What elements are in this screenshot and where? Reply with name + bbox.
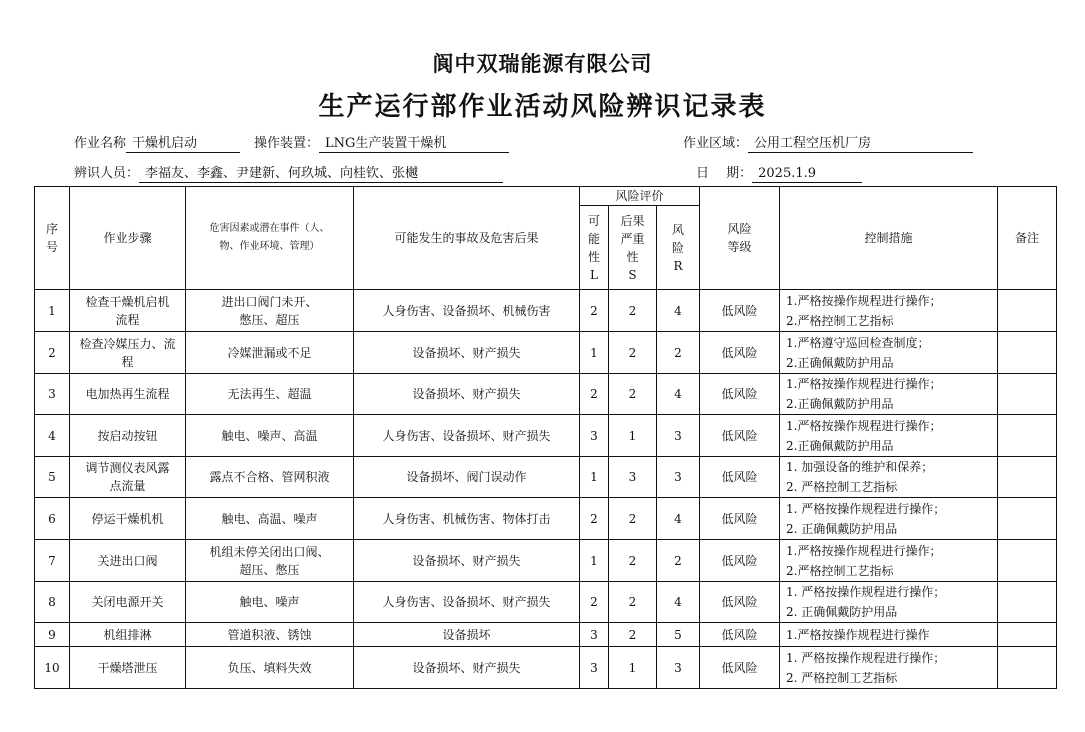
row-level: 低风险: [700, 647, 780, 689]
row-consequence: 设备损坏: [354, 623, 580, 647]
table-row: [35, 332, 1057, 374]
row-likelihood: 2: [580, 498, 609, 540]
row-remark: [998, 498, 1057, 540]
row-risk: 3: [657, 457, 700, 498]
row-severity: 2: [609, 290, 657, 332]
meta-date: [696, 162, 862, 183]
table-row: [35, 457, 1057, 498]
row-severity: 2: [609, 623, 657, 647]
header-consequence: 可能发生的事故及危害后果: [354, 187, 580, 290]
row-severity: 2: [609, 332, 657, 374]
row-level: 低风险: [700, 332, 780, 374]
row-remark: [998, 290, 1057, 332]
row-step: 关进出口阀: [70, 540, 186, 582]
table-row: [35, 498, 1057, 540]
row-remark: [998, 374, 1057, 415]
row-level: 低风险: [700, 540, 780, 582]
row-control: 1.严格按操作规程进行操作； 2.正确佩戴防护用品: [780, 374, 998, 415]
row-hazard: 无法再生、超温: [186, 374, 354, 415]
row-hazard: 机组未停关闭出口阀、 超压、憋压: [186, 540, 354, 582]
row-hazard: 进出口阀门未开、 憋压、超压: [186, 290, 354, 332]
device-label: 操作装置：: [254, 136, 320, 151]
row-seq: 10: [35, 647, 70, 689]
row-hazard: 触电、噪声、高温: [186, 415, 354, 457]
row-likelihood: 3: [580, 623, 609, 647]
row-seq: 1: [35, 290, 70, 332]
row-step: 调节测仪表风露 点流量: [70, 457, 186, 498]
row-seq: 4: [35, 415, 70, 457]
row-severity: 2: [609, 498, 657, 540]
row-step: 机组排淋: [70, 623, 186, 647]
row-hazard: 触电、高温、噪声: [186, 498, 354, 540]
row-likelihood: 2: [580, 290, 609, 332]
row-severity: 1: [609, 647, 657, 689]
row-control: 1. 严格按操作规程进行操作； 2. 正确佩戴防护用品: [780, 498, 998, 540]
row-step: 电加热再生流程: [70, 374, 186, 415]
row-seq: 2: [35, 332, 70, 374]
header-row-1: [35, 187, 1057, 206]
row-remark: [998, 415, 1057, 457]
row-seq: 7: [35, 540, 70, 582]
row-consequence: 设备损坏、阀门误动作: [354, 457, 580, 498]
row-level: 低风险: [700, 498, 780, 540]
row-likelihood: 2: [580, 374, 609, 415]
row-consequence: 设备损坏、财产损失: [354, 374, 580, 415]
row-seq: 3: [35, 374, 70, 415]
row-level: 低风险: [700, 457, 780, 498]
row-remark: [998, 457, 1057, 498]
header-level: 风险 等级: [700, 187, 780, 290]
row-hazard: 冷媒泄漏或不足: [186, 332, 354, 374]
row-severity: 2: [609, 582, 657, 623]
row-remark: [998, 623, 1057, 647]
row-consequence: 人身伤害、设备损坏、财产损失: [354, 582, 580, 623]
people-value: 李福友、李鑫、尹建新、何玖城、向桂钦、张樾: [139, 166, 503, 183]
meta-people: [74, 162, 503, 183]
row-step: 按启动按钮: [70, 415, 186, 457]
row-severity: 2: [609, 540, 657, 582]
row-control: 1. 严格按操作规程进行操作； 2. 严格控制工艺指标: [780, 647, 998, 689]
row-consequence: 人身伤害、设备损坏、财产损失: [354, 415, 580, 457]
row-remark: [998, 582, 1057, 623]
row-level: 低风险: [700, 374, 780, 415]
row-severity: 2: [609, 374, 657, 415]
row-risk: 4: [657, 498, 700, 540]
row-likelihood: 3: [580, 647, 609, 689]
date-value: 2025.1.9: [752, 166, 862, 183]
row-control: 1.严格按操作规程进行操作: [780, 623, 998, 647]
row-level: 低风险: [700, 623, 780, 647]
row-seq: 8: [35, 582, 70, 623]
table-row: [35, 290, 1057, 332]
table-row: [35, 540, 1057, 582]
row-seq: 6: [35, 498, 70, 540]
header-risk: 风 险 R: [657, 206, 700, 290]
row-risk: 2: [657, 332, 700, 374]
row-seq: 9: [35, 623, 70, 647]
row-step: 停运干燥机机: [70, 498, 186, 540]
meta-job-name: [74, 132, 240, 153]
row-risk: 4: [657, 374, 700, 415]
row-consequence: 人身伤害、设备损坏、机械伤害: [354, 290, 580, 332]
header-step: 作业步骤: [70, 187, 186, 290]
row-seq: 5: [35, 457, 70, 498]
row-hazard: 负压、填料失效: [186, 647, 354, 689]
row-likelihood: 2: [580, 582, 609, 623]
row-risk: 4: [657, 582, 700, 623]
header-seq: 序 号: [35, 187, 70, 290]
row-control: 1.严格按操作规程进行操作； 2.正确佩戴防护用品: [780, 415, 998, 457]
row-remark: [998, 647, 1057, 689]
row-level: 低风险: [700, 290, 780, 332]
table-row: [35, 374, 1057, 415]
row-remark: [998, 332, 1057, 374]
row-hazard: 露点不合格、管网积液: [186, 457, 354, 498]
row-consequence: 人身伤害、机械伤害、物体打击: [354, 498, 580, 540]
header-remark: 备注: [998, 187, 1057, 290]
row-consequence: 设备损坏、财产损失: [354, 540, 580, 582]
row-severity: 3: [609, 457, 657, 498]
company-name: 阆中双瑞能源有限公司: [432, 51, 653, 76]
device-value: LNG生产装置干燥机: [319, 136, 509, 153]
row-likelihood: 1: [580, 457, 609, 498]
job-name-label: 作业名称: [74, 136, 127, 151]
row-hazard: 触电、噪声: [186, 582, 354, 623]
row-step: 关闭电源开关: [70, 582, 186, 623]
row-control: 1. 严格按操作规程进行操作； 2. 正确佩戴防护用品: [780, 582, 998, 623]
table-row: [35, 415, 1057, 457]
row-risk: 3: [657, 647, 700, 689]
table-row: [35, 623, 1057, 647]
row-step: 干燥塔泄压: [70, 647, 186, 689]
row-step: 检查干燥机启机 流程: [70, 290, 186, 332]
area-value: 公用工程空压机厂房: [748, 136, 973, 153]
header-likelihood: 可 能 性 L: [580, 206, 609, 290]
row-hazard: 管道积液、锈蚀: [186, 623, 354, 647]
row-control: 1.严格按操作规程进行操作； 2.严格控制工艺指标: [780, 540, 998, 582]
row-risk: 5: [657, 623, 700, 647]
row-control: 1. 加强设备的维护和保养； 2. 严格控制工艺指标: [780, 457, 998, 498]
row-remark: [998, 540, 1057, 582]
row-consequence: 设备损坏、财产损失: [354, 647, 580, 689]
row-likelihood: 3: [580, 415, 609, 457]
row-risk: 4: [657, 290, 700, 332]
row-consequence: 设备损坏、财产损失: [354, 332, 580, 374]
header-risk-eval: 风险评价: [580, 187, 700, 206]
meta-area: [683, 132, 973, 153]
people-label: 辨识人员：: [74, 166, 140, 181]
row-control: 1.严格遵守巡回检查制度； 2.正确佩戴防护用品: [780, 332, 998, 374]
table-row: [35, 582, 1057, 623]
row-severity: 1: [609, 415, 657, 457]
meta-device: [254, 132, 509, 153]
date-label: 日 期：: [696, 166, 753, 181]
row-risk: 2: [657, 540, 700, 582]
row-likelihood: 1: [580, 332, 609, 374]
header-severity: 后果 严重 性 S: [609, 206, 657, 290]
row-control: 1.严格按操作规程进行操作； 2.严格控制工艺指标: [780, 290, 998, 332]
row-step: 检查冷媒压力、流 程: [70, 332, 186, 374]
row-likelihood: 1: [580, 540, 609, 582]
form-title: 生产运行部作业活动风险辨识记录表: [318, 92, 767, 122]
header-hazard: 危害因素或潜在事件（人、 物、作业环境、管理）: [186, 187, 354, 290]
header-control: 控制措施: [780, 187, 998, 290]
area-label: 作业区域：: [683, 136, 749, 151]
table-row: [35, 647, 1057, 689]
row-level: 低风险: [700, 582, 780, 623]
job-name-value: 干燥机启动: [126, 136, 240, 153]
risk-table: [34, 186, 1057, 689]
row-level: 低风险: [700, 415, 780, 457]
row-risk: 3: [657, 415, 700, 457]
